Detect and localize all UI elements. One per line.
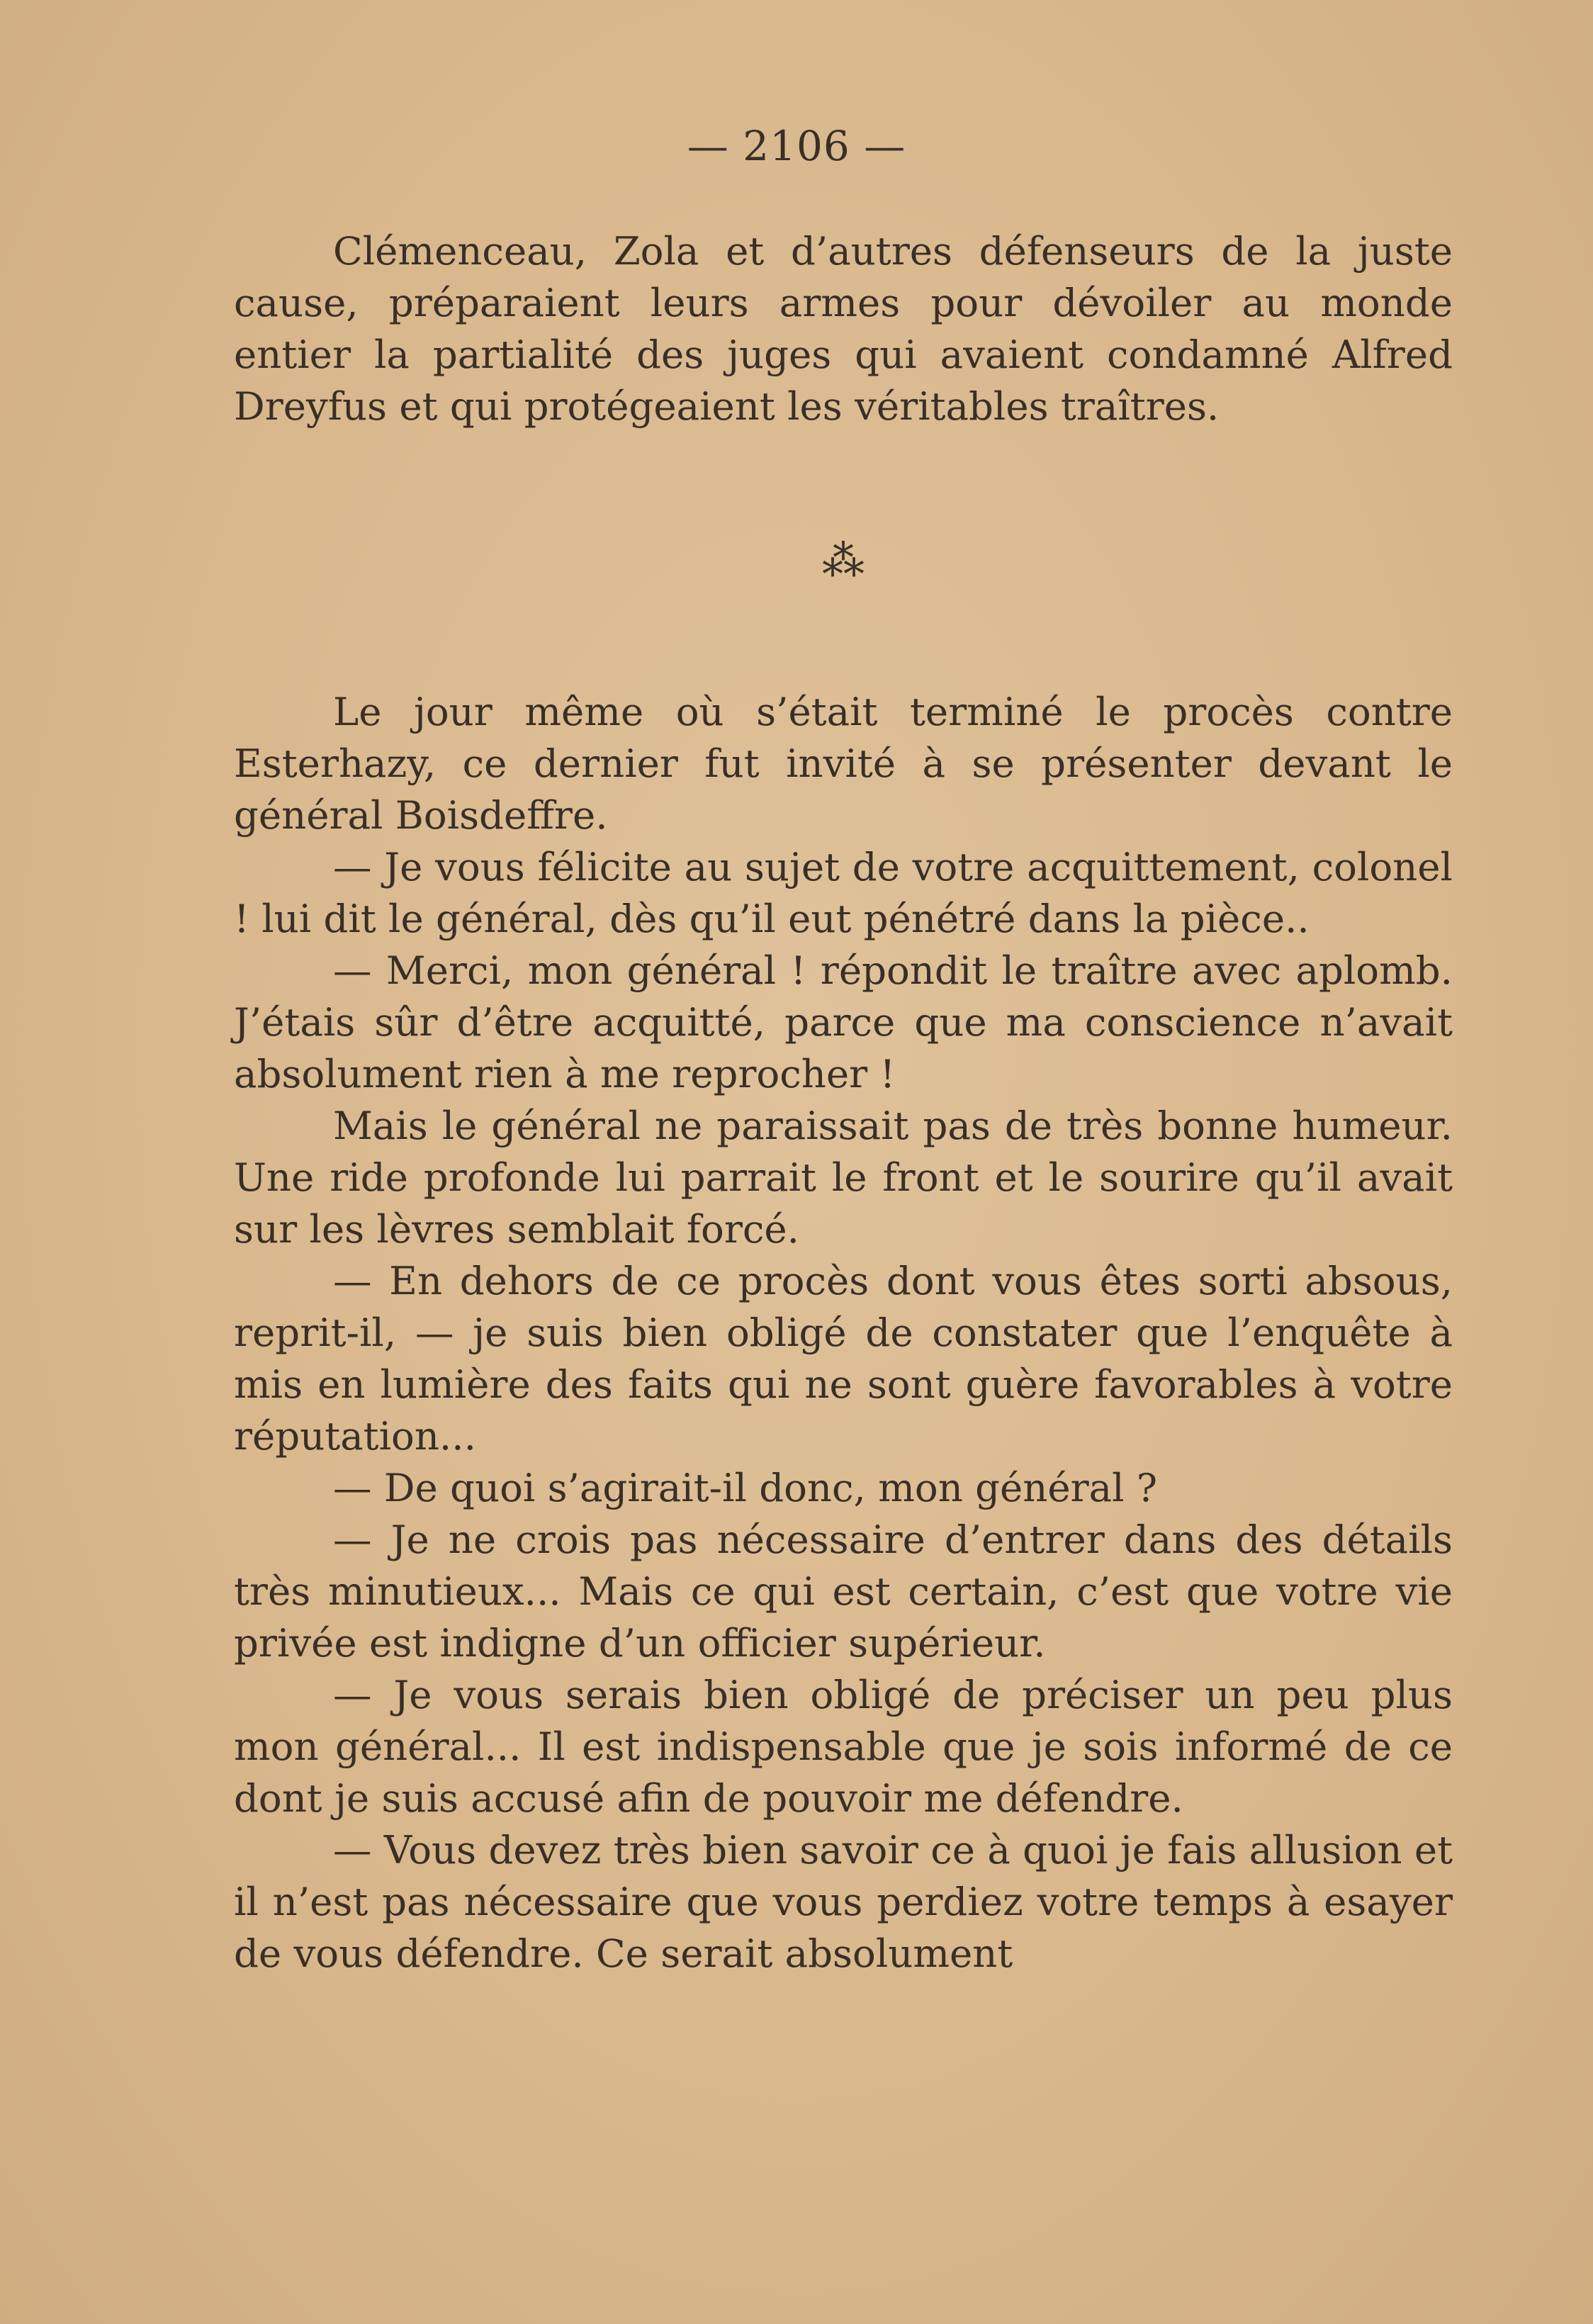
intro-paragraph: Clémenceau, Zola et d’autres défenseurs de la juste cause, préparaient leurs armes pour dévoiler au monde entier la partialité des juges qui avaient condamné Alfred Dreyfus et qui protégeaient les véritables traîtres. bbox=[234, 228, 1453, 429]
intro-text-block bbox=[234, 225, 1453, 432]
asterism-section-break: ⁂ bbox=[822, 537, 865, 586]
paragraph: — Merci, mon général ! répondit le traître avec aplomb. J’étais sûr d’être acquitté, parce que ma conscience n’avait absolument rien à me reprocher ! bbox=[234, 948, 1453, 1096]
paragraph: — En dehors de ce procès dont vous êtes sorti absous, reprit-il, — je suis bien obligé de constater que l’enquête à mis en lumière des faits qui ne sont guère favorables à votre réputation... bbox=[234, 1258, 1453, 1459]
paragraph: Mais le général ne paraissait pas de très bonne humeur. Une ride profonde lui parrait le front et le sourire qu’il avait sur les lèvres semblait forcé. bbox=[234, 1103, 1453, 1252]
paragraph: — De quoi s’agirait-il donc, mon général ? bbox=[333, 1465, 1158, 1510]
paragraph: — Je ne crois pas nécessaire d’entrer dans des détails très minutieux... Mais ce qui est certain, c’est que votre vie privée est indigne d’un officier supérieur. bbox=[234, 1517, 1453, 1666]
paragraph: Le jour même où s’était terminé le procès contre Esterhazy, ce dernier fut invité à se présenter devant le général Boisdeffre. bbox=[234, 689, 1453, 838]
paragraph: — Vous devez très bien savoir ce à quoi je fais allusion et il n’est pas nécessaire que vous perdiez votre temps à esayer de vous défendre. Ce serait absolument bbox=[234, 1827, 1453, 1976]
paragraph: — Je vous félicite au sujet de votre acquittement, colonel ! lui dit le général, dès qu’il eut pénétré dans la pièce.. bbox=[234, 844, 1453, 941]
paragraph: — Je vous serais bien obligé de préciser un peu plus mon général... Il est indispensable que je sois informé de ce dont je suis accusé afin de pouvoir me défendre. bbox=[234, 1672, 1453, 1821]
page-number: — 2106 — bbox=[687, 122, 906, 170]
main-text-block bbox=[234, 686, 1453, 1980]
